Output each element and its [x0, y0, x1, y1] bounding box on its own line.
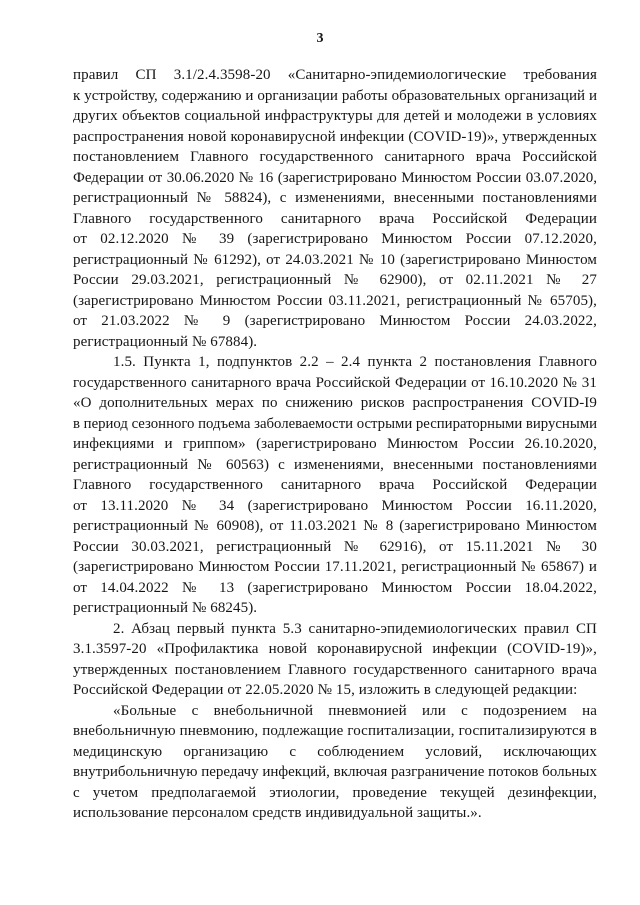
page-number: 3: [316, 31, 324, 46]
text-line: постановлением Главного государственного санитарного врача Российской: [73, 149, 597, 165]
text-line: правил СП 3.1/2.4.3598-20 «Санитарно-эпидемиологические требования: [73, 67, 597, 83]
text-line: инфекциями и гриппом» (зарегистрировано Минюстом России 26.10.2020,: [73, 436, 597, 452]
text-line: «О дополнительных мерах по снижению рисков распространения COVID-I9: [73, 395, 597, 411]
text-line: Федерации от 30.06.2020 № 16 (зарегистрировано Минюстом России 03.07.2020,: [73, 169, 597, 186]
text-line: регистрационный № 58824), с изменениями, внесенными постановлениями: [73, 190, 597, 206]
text-line: регистрационный № 67884).: [73, 333, 258, 350]
text-line: Главного государственного санитарного врача Российской Федерации: [73, 210, 597, 227]
text-line: «Больные с внебольничной пневмонией или с подозрением на: [113, 702, 597, 719]
text-line: медицинскую организацию с соблюдением условий, исключающих: [73, 743, 597, 760]
text-line: от 02.12.2020 № 39 (зарегистрировано Минюстом России 07.12.2020,: [73, 231, 597, 247]
text-line: (зарегистрировано Минюстом России 17.11.2021, регистрационный № 65867) и: [73, 559, 597, 575]
text-line: Главного государственного санитарного врача Российской Федерации: [73, 477, 597, 493]
text-line: 2. Абзац первый пункта 5.3 санитарно-эпидемиологических правил СП: [113, 620, 597, 637]
text-line: внутрибольничную передачу инфекций, включая разграничение потоков больных: [73, 764, 598, 780]
text-line: использование персоналом средств индивидуальной защиты.».: [73, 805, 482, 821]
text-line: регистрационный № 68245).: [73, 600, 258, 616]
text-line: регистрационный № 61292), от 24.03.2021 № 10 (зарегистрировано Минюстом: [73, 251, 597, 268]
text-line: от 14.04.2022 № 13 (зарегистрировано Минюстом России 18.04.2022,: [73, 579, 597, 596]
text-line: России 29.03.2021, регистрационный № 62900), от 02.11.2021 № 27: [73, 272, 597, 288]
text-line: от 13.11.2020 № 34 (зарегистрировано Минюстом России 16.11.2020,: [73, 497, 597, 514]
text-line: других объектов социальной инфраструктуры для детей и молодежи в условиях: [73, 108, 597, 124]
text-line: Российской Федерации от 22.05.2020 № 15, изложить в следующей редакции:: [73, 682, 578, 698]
text-line: в период сезонного подъема заболеваемости острыми респираторными вирусными: [73, 415, 597, 432]
text-line: от 21.03.2022 № 9 (зарегистрировано Минюстом России 24.03.2022,: [73, 313, 597, 329]
text-line: с учетом предполагаемой этиологии, проведение текущей дезинфекции,: [73, 784, 597, 801]
text-line: утвержденных постановлением Главного государственного санитарного врача: [73, 661, 597, 678]
text-line: внебольничную пневмонию, подлежащие госпитализации, госпитализируются в: [73, 723, 597, 739]
text-line: (зарегистрировано Минюстом России 03.11.2021, регистрационный № 65705),: [73, 292, 597, 309]
text-line: России 30.03.2021, регистрационный № 62916), от 15.11.2021 № 30: [73, 538, 597, 555]
text-line: 3.1.3597-20 «Профилактика новой коронавирусной инфекции (COVID-19)»,: [73, 641, 597, 657]
text-line: распространения новой коронавирусной инфекции (COVID-19)», утвержденных: [73, 128, 597, 145]
text-line: регистрационный № 60908), от 11.03.2021 № 8 (зарегистрировано Минюстом: [73, 518, 597, 534]
text-line: регистрационный № 60563) с изменениями, внесенными постановлениями: [73, 456, 597, 473]
text-line: к устройству, содержанию и организации работы образовательных организаций и: [73, 87, 597, 104]
text-line: 1.5. Пункта 1, подпунктов 2.2 – 2.4 пункта 2 постановления Главного: [113, 354, 597, 370]
text-line: государственного санитарного врача Российской Федерации от 16.10.2020 № 31: [73, 374, 597, 391]
document-body: [73, 65, 597, 824]
